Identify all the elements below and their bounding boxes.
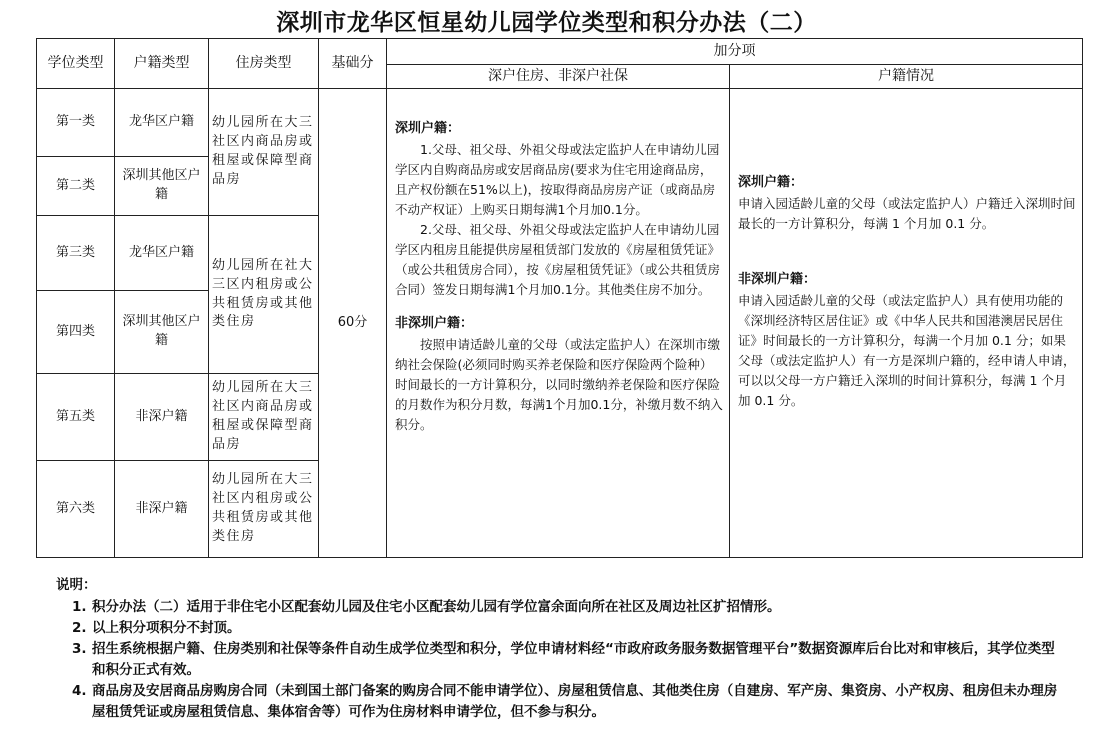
row-type: 第五类 — [37, 374, 115, 461]
header-type: 学位类型 — [37, 39, 115, 89]
header-hukou: 户籍类型 — [115, 39, 209, 89]
nsz-hukou-heading: 非深圳户籍： — [395, 315, 474, 331]
row-type: 第二类 — [37, 157, 115, 216]
sz-housing-rule-2: 2.父母、祖父母、外祖父母或法定监护人在申请幼儿园学区内租房且能提供房屋租赁部门发放的《房屋租赁凭证》（或公共租赁房合同），按《房屋租赁凭证》（或公共租赁房合同）签发日期每满1个月加0.1分。其他类住房不加分。 — [395, 221, 721, 297]
row-hukou: 非深户籍 — [115, 374, 209, 461]
housing-group: 幼儿园所在大三社区内商品房或租屋或保障型商品房 — [209, 89, 319, 216]
bonus-housing-cell — [387, 89, 730, 558]
note-number: 3. — [72, 640, 87, 657]
note-text: 招生系统根据户籍、住房类别和社保等条件自动生成学位类型和积分，学位申请材料经“市政府政务服务数据管理平台”数据资源库后台比对和审核后，其学位类型和积分正式有效。 — [92, 640, 1055, 678]
note-item — [56, 618, 1066, 639]
row-hukou: 深圳其他区户籍 — [115, 291, 209, 374]
bonus-hukou-cell — [730, 89, 1083, 558]
row-hukou: 深圳其他区户籍 — [115, 157, 209, 216]
sz-hukou-rule: 申请入园适龄儿童的父母（或法定监护人）户籍迁入深圳时间最长的一方计算积分，每满 1 个月加 0.1 分。 — [738, 195, 1076, 231]
note-item — [56, 639, 1066, 681]
header-housing: 住房类型 — [209, 39, 319, 89]
housing-group: 幼儿园所在大三社区内商品房或租屋或保障型商品房 — [209, 374, 319, 461]
row-hukou: 非深户籍 — [115, 461, 209, 558]
note-number: 1. — [72, 598, 87, 615]
header-base: 基础分 — [319, 39, 387, 89]
nsz-hukou-heading: 非深圳户籍： — [738, 271, 817, 287]
note-text: 商品房及安居商品房购房合同（未到国土部门备案的购房合同不能申请学位）、房屋租赁信息、其他类住房（自建房、军产房、集资房、小产权房、租房但未办理房屋租赁凭证或房屋租赁信息、集体宿舍等）可作为住房材料申请学位，但不参与积分。 — [92, 682, 1058, 720]
housing-group: 幼儿园所在社大三区内租房或公共租赁房或其他类住房 — [209, 216, 319, 374]
note-number: 2. — [72, 619, 87, 636]
notes-list — [56, 597, 1066, 723]
sz-housing-rule-1: 1.父母、祖父母、外祖父母或法定监护人在申请幼儿园学区内自购商品房或安居商品房(要求为住宅用途商品房，且产权份额在51%以上)，按取得商品房房产证（或商品房不动产权证）上购买日期每满1个月加0.1分。 — [395, 141, 720, 217]
note-text: 积分办法（二）适用于非住宅小区配套幼儿园及住宅小区配套幼儿园有学位富余面向所在社区及周边社区扩招情形。 — [92, 598, 781, 615]
notes-title: 说明： — [56, 577, 97, 593]
page-title: 深圳市龙华区恒星幼儿园学位类型和积分办法（二） — [276, 10, 817, 36]
note-item — [56, 597, 1066, 618]
header-bonus-hukou: 户籍情况 — [730, 65, 1083, 89]
sz-hukou-heading: 深圳户籍： — [738, 175, 804, 190]
row-type: 第四类 — [37, 291, 115, 374]
notes-section — [56, 575, 1066, 722]
nsz-residence-permit-rule: 申请入园适龄儿童的父母（或法定监护人）具有使用功能的《深圳经济特区居住证》或《中华人民共和国港澳居民居住证》时间最长的一方计算积分，每满一个月加 0.1 分；如果父母（或法定监护人）有一方是深圳户籍的，经申请人申请，可以以父母一方户籍迁入深圳的时间计算积分，每满 1 个月加 0.1 分。 — [738, 292, 1076, 408]
base-score: 60分 — [319, 89, 387, 558]
header-bonus-housing: 深户住房、非深户社保 — [387, 65, 730, 89]
row-type: 第三类 — [37, 216, 115, 291]
row-type: 第六类 — [37, 461, 115, 558]
note-item — [56, 681, 1066, 723]
nsz-social-insurance-rule: 按照申请适龄儿童的父母（或法定监护人）在深圳市缴纳社会保险(必须同时购买养老保险和医疗保险两个险种）时间最长的一方计算积分，以同时缴纳养老保险和医疗保险的月数作为积分月数，每满1个月加0.1分，补缴月数不纳入积分。 — [395, 336, 723, 432]
sz-hukou-heading: 深圳户籍： — [395, 121, 461, 136]
housing-group: 幼儿园所在大三社区内租房或公共租赁房或其他类住房 — [209, 461, 319, 558]
header-bonus: 加分项 — [387, 39, 1083, 65]
note-number: 4. — [72, 682, 87, 699]
note-text: 以上积分项积分不封顶。 — [92, 619, 241, 636]
row-type: 第一类 — [37, 89, 115, 157]
score-table — [36, 38, 1083, 558]
row-hukou: 龙华区户籍 — [115, 89, 209, 157]
row-hukou: 龙华区户籍 — [115, 216, 209, 291]
